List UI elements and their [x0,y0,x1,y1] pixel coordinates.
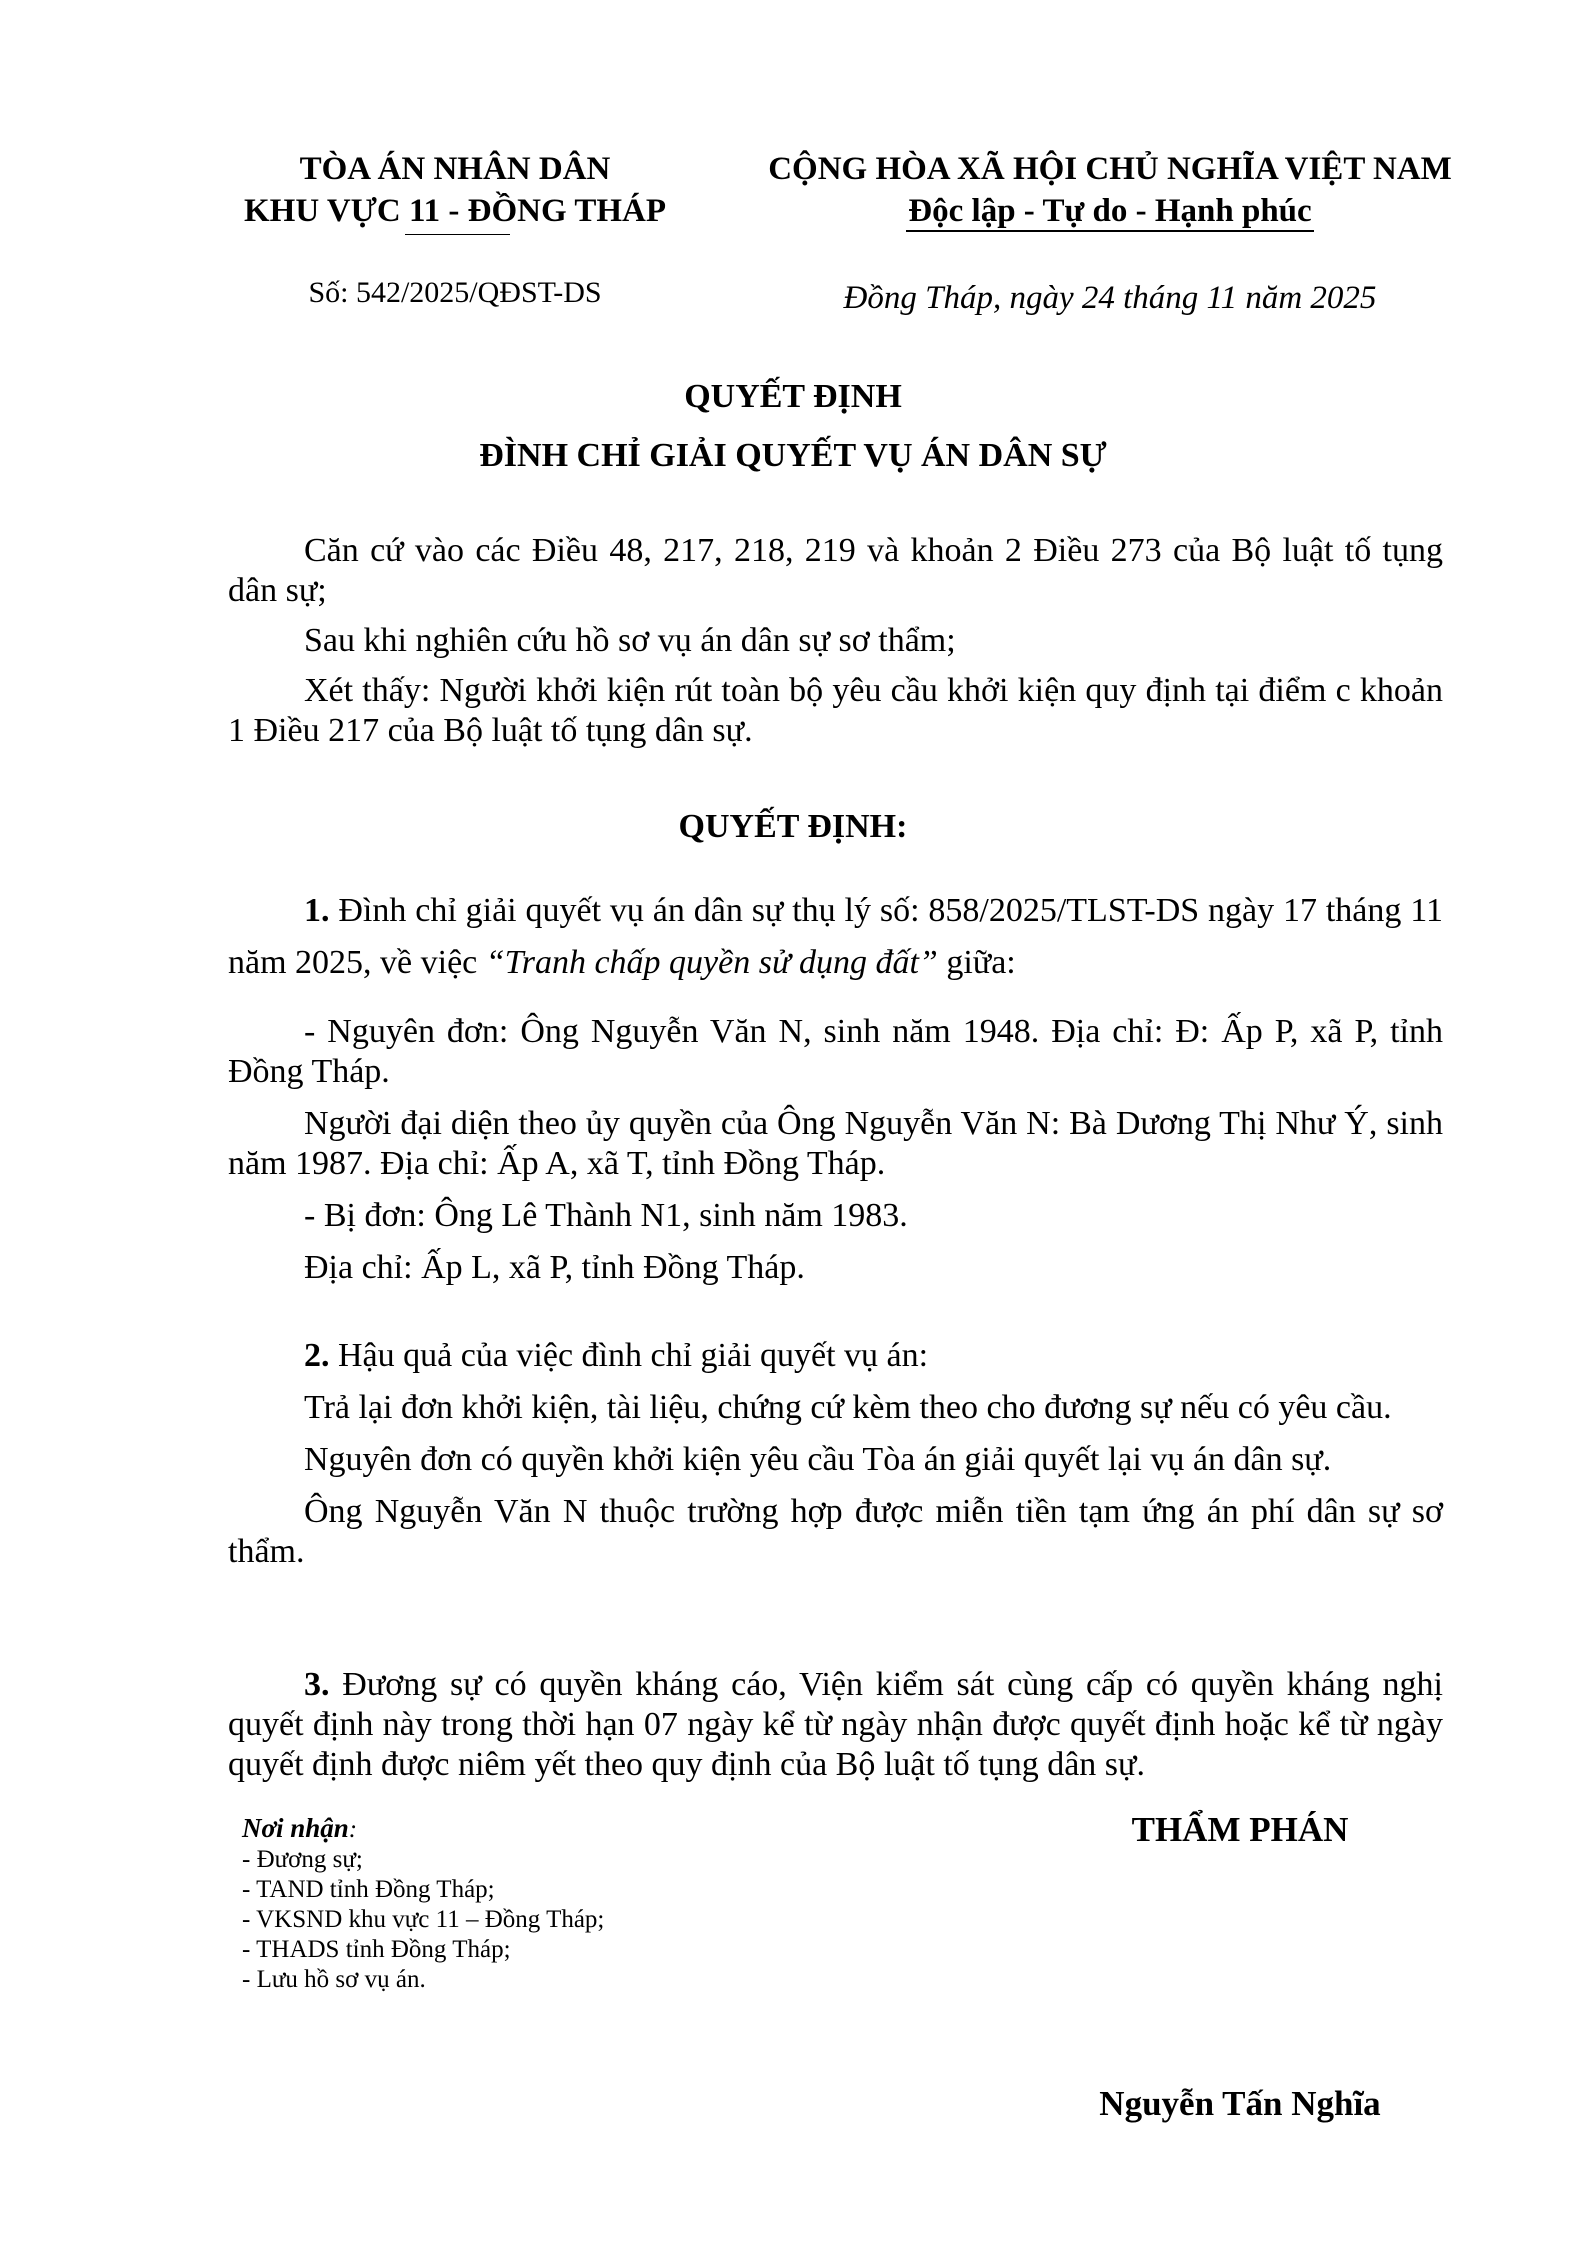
legal-basis: Căn cứ vào các Điều 48, 217, 218, 219 và khoản 2 Điều 273 của Bộ luật tố tụng dân sự; [228,532,1443,609]
item-2-text: Hậu quả của việc đình chỉ giải quyết vụ án: [338,1337,929,1374]
place-date: Đồng Tháp, ngày 24 tháng 11 năm 2025 [843,280,1377,316]
recipients-label: Nơi nhận [242,1813,349,1843]
recipient-item: - TAND tỉnh Đồng Tháp; [242,1876,495,1903]
document-title: QUYẾT ĐỊNH [684,378,902,415]
court-line-2: KHU VỰC 11 - ĐỒNG THÁP [244,193,666,229]
item-3-number: 3. [304,1666,330,1703]
decision-heading: QUYẾT ĐỊNH: [678,808,908,845]
item-3-text: Đương sự có quyền kháng cáo, Viện kiểm sát cùng cấp có quyền kháng nghị quyết định này trong thời hạn 07 ngày kể từ ngày nhận được quyết định hoặc kể từ ngày quyết định được niêm yết theo quy định của Bộ luật tố tụng dân sự. [228,1666,1444,1783]
signer-name: Nguyễn Tấn Nghĩa [1099,2084,1381,2123]
nation-line-1: CỘNG HÒA XÃ HỘI CHỦ NGHĨA VIỆT NAM [768,151,1452,187]
decision-item-3 [228,1665,1443,1785]
defendant-address: Địa chỉ: Ấp L, xã P, tỉnh Đồng Tháp. [304,1249,805,1286]
consequence-return-documents: Trả lại đơn khởi kiện, tài liệu, chứng cứ kèm theo cho đương sự nếu có yêu cầu. [304,1389,1392,1426]
consideration: Xét thấy: Người khởi kiện rút toàn bộ yêu cầu khởi kiện quy định tại điểm c khoản 1 Điều 217 của Bộ luật tố tụng dân sự. [228,672,1443,749]
case-subject: “Tranh chấp quyền sử dụng đất” [485,944,938,981]
review-statement: Sau khi nghiên cứu hồ sơ vụ án dân sự sơ thẩm; [304,622,956,659]
decision-item-1 [228,885,1443,989]
document-number: Số: 542/2025/QĐST-DS [308,276,602,309]
recipient-item: - THADS tỉnh Đồng Tháp; [242,1936,511,1963]
court-line-1: TÒA ÁN NHÂN DÂN [299,151,611,187]
item-2-number: 2. [304,1337,330,1374]
signer-title: THẨM PHÁN [1131,1810,1349,1849]
court-underline [405,234,510,235]
recipient-item: - Đương sự; [242,1846,363,1873]
recipient-item: - VKSND khu vực 11 – Đồng Tháp; [242,1906,605,1933]
court-name [180,148,730,232]
defendant: - Bị đơn: Ông Lê Thành N1, sinh năm 1983. [304,1197,908,1234]
parties [228,1012,1443,1288]
preamble [228,531,1443,751]
national-motto: Độc lập - Tự do - Hạnh phúc [906,192,1313,232]
authorized-representative: Người đại diện theo ủy quyền của Ông Nguyễn Văn N: Bà Dương Thị Như Ý, sinh năm 1987. Địa chỉ: Ấp A, xã T, tỉnh Đồng Tháp. [228,1105,1443,1182]
document-subtitle: ĐÌNH CHỈ GIẢI QUYẾT VỤ ÁN DÂN SỰ [479,437,1107,474]
recipients-block [242,1813,604,1995]
item-1-text-end: giữa: [946,944,1016,981]
decision-item-2 [228,1336,1443,1572]
recipients-label-colon: : [348,1816,358,1843]
item-1-number: 1. [304,892,330,929]
recipient-item: - Lưu hồ sơ vụ án. [242,1966,426,1993]
plaintiff: - Nguyên đơn: Ông Nguyễn Văn N, sinh năm 1948. Địa chỉ: Đ: Ấp P, xã P, tỉnh Đồng Tháp. [228,1013,1443,1090]
national-heading [715,148,1505,232]
item-1-text: Đình chỉ giải quyết vụ án dân sự thụ lý số: 858/2025/TLST-DS ngày 17 tháng 11 năm 2025, về việc [228,892,1444,981]
consequence-right-to-refile: Nguyên đơn có quyền khởi kiện yêu cầu Tòa án giải quyết lại vụ án dân sự. [304,1441,1332,1478]
consequence-fee-exemption: Ông Nguyễn Văn N thuộc trường hợp được miễn tiền tạm ứng án phí dân sự sơ thẩm. [228,1493,1443,1570]
